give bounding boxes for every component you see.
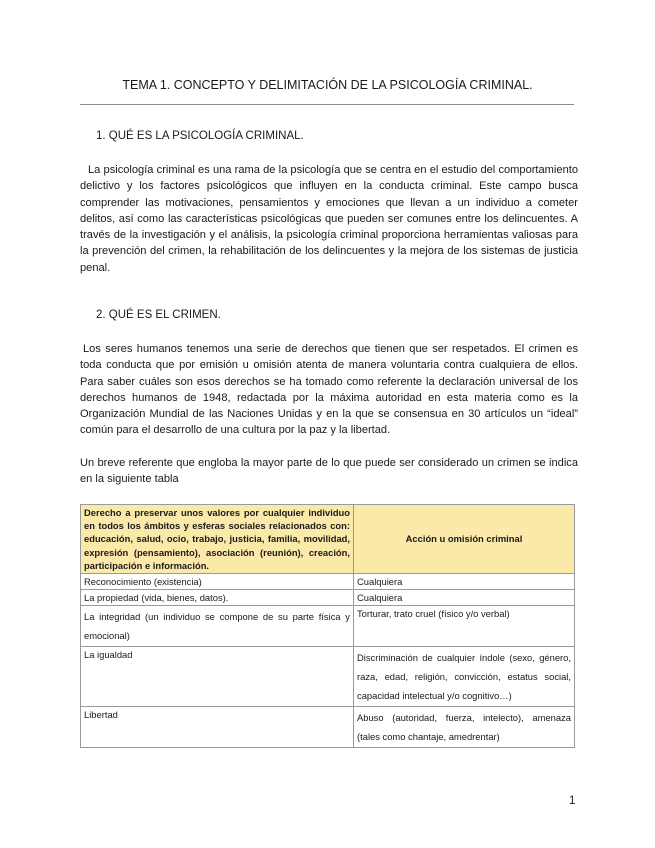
table-row [81, 590, 575, 606]
section2-paragraph2: Un breve referente que engloba la mayor parte de lo que puede ser considerado un crimen se indica en la siguiente tabla [80, 457, 578, 486]
table-header-rights: Derecho a preservar unos valores por cualquier individuo en todos los ámbitos y esferas sociales relacionados con: educación, salud, ocio, trabajo, justicia, familia, movilidad, expresión (pensamiento), asociación (reunión), creación, participación e información. [81, 505, 354, 574]
table-cell-right: La propiedad (vida, bienes, datos). [81, 590, 354, 606]
table-row [81, 606, 575, 647]
table-cell-action: Discriminación de cualquier índole (sexo, género, raza, edad, religión, convicción, estatus social, capacidad intelectual y/o cognitivo…) [354, 647, 575, 707]
section1-heading: 1. QUÉ ES LA PSICOLOGÍA CRIMINAL. [96, 130, 304, 142]
table-cell-right: La igualdad [81, 647, 354, 707]
table-cell-action: Abuso (autoridad, fuerza, intelecto), amenaza (tales como chantaje, amedrentar) [354, 707, 575, 748]
section2-heading: 2. QUÉ ES EL CRIMEN. [96, 309, 221, 321]
table-row [81, 647, 575, 707]
crime-table [80, 504, 575, 748]
table-header-action: Acción u omisión criminal [354, 505, 575, 574]
table-cell-right: Reconocimiento (existencia) [81, 574, 354, 590]
table-cell-action: Torturar, trato cruel (físico y/o verbal) [354, 606, 575, 647]
table-cell-action: Cualquiera [354, 574, 575, 590]
title-divider [80, 104, 574, 105]
table-row [81, 707, 575, 748]
table-row [81, 574, 575, 590]
page-title: TEMA 1. CONCEPTO Y DELIMITACIÓN DE LA PSICOLOGÍA CRIMINAL. [122, 78, 533, 92]
table-cell-action: Cualquiera [354, 590, 575, 606]
section2-paragraph1: Los seres humanos tenemos una serie de derechos que tienen que ser respetados. El crimen es toda conducta que por emisión u omisión atenta de manera voluntaria contra cualquiera de ellos. Para saber cuáles son esos derechos se ha tomado como referente la declaración universal de los derechos humanos de 1948, redactada por la máxima autoridad en esta materia como es la Organización Mundial de las Naciones Unidas y en la que se consensua en 30 artículos un “ideal” común para el desarrollo de una cultura por la paz y la libertad. [80, 343, 578, 437]
section1-paragraph: La psicología criminal es una rama de la psicología que se centra en el estudio del comportamiento delictivo y los factores psicológicos que influyen en la conducta criminal. Este campo busca comprender las motivaciones, pensamientos y emociones que llevan a un individuo a cometer delitos, así como las características psicológicas que pueden ser comunes entre los delincuentes. A través de la investigación y el análisis, la psicología criminal proporciona herramientas valiosas para la prevención del crimen, la rehabilitación de los delincuentes y la mejora de los sistemas de justicia penal. [80, 164, 578, 274]
table-cell-right: La integridad (un individuo se compone de su parte física y emocional) [81, 606, 354, 647]
table-header-row [81, 505, 575, 574]
table-cell-right: Libertad [81, 707, 354, 748]
page-number: 1 [569, 795, 576, 807]
